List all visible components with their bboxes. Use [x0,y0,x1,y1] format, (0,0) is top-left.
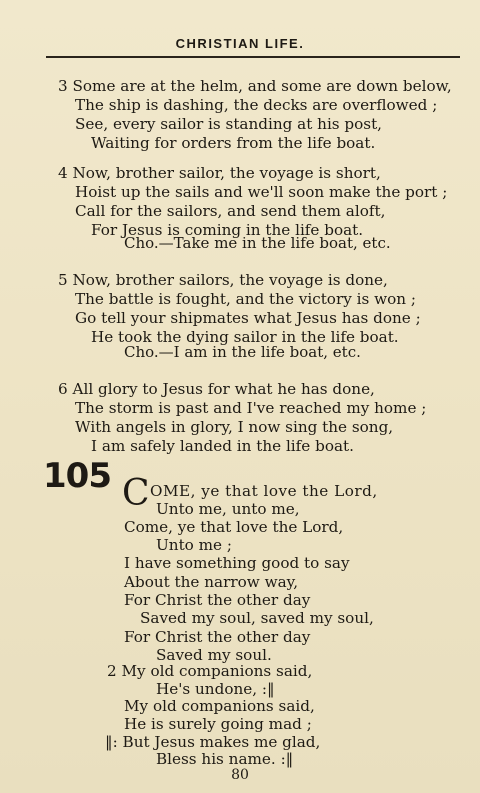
verse-4-line-2: Hoist up the sails and we'll soon make the port ; [75,183,448,201]
hymn-105-line-2: Unto me, unto me, [156,500,300,518]
verse-text: Now, brother sailor, the voyage is short, [72,164,381,182]
verse-5-line-3: Go tell your shipmates what Jesus has done ; [75,309,421,327]
hymn-105-line-6: About the narrow way, [124,573,299,591]
hymn-105-v2-line-3: My old companions said, [124,697,315,715]
drop-cap: C [122,473,150,514]
verse-3-line-3: See, every sailor is standing at his post, [75,115,383,133]
verse-number: 5 [58,271,68,289]
verse-text: Now, brother sailors, the voyage is done, [72,271,388,289]
hymn-number: 105 [43,456,111,496]
verse-6-line-3: With angels in glory, I now sing the song, [75,418,394,436]
hymn-105-line-5: I have something good to say [124,554,350,572]
hymn-105-v2-line-5: ‖: But Jesus makes me glad, [105,733,321,751]
hymn-105-v2-line-1 [107,662,312,681]
hymn-105-line-1: OME, ye that love the Lord, [150,482,378,500]
hymn-105-line-3: Come, ye that love the Lord, [124,518,344,536]
verse-6-line-4: I am safely landed in the life boat. [91,437,354,455]
hymn-105-line-7: For Christ the other day [124,591,311,609]
page-number: 80 [231,767,249,783]
verse-4-line-3: Call for the sailors, and send them aloft, [75,202,386,220]
verse-3-line-1 [58,77,452,96]
verse-number: 3 [58,77,68,95]
verse-text: Some are at the helm, and some are down below, [72,77,452,95]
verse-3-line-2: The ship is dashing, the decks are overflowed ; [75,96,438,114]
verse-number: 2 [107,662,117,680]
verse-text: All glory to Jesus for what he has done, [72,380,375,398]
hymn-105-v2-line-4: He is surely going mad ; [124,715,312,733]
header-rule [46,56,460,58]
hymn-105-v2-line-2: He's undone, :‖ [156,680,275,698]
hymn-105-line-9: For Christ the other day [124,628,311,646]
hymn-105-line-8: Saved my soul, saved my soul, [140,609,374,627]
verse-number: 6 [58,380,68,398]
chorus-direction: Cho.—Take me in the life boat, etc. [124,234,391,252]
verse-5-line-1 [58,271,388,290]
verse-4-line-1 [58,164,381,183]
verse-6-line-1 [58,380,375,399]
verse-5-line-4: He took the dying sailor in the life boat. [91,328,399,346]
hymn-105-line-4: Unto me ; [156,536,232,554]
verse-6-line-2: The storm is past and I've reached my home ; [75,399,427,417]
chorus-direction: Cho.—I am in the life boat, etc. [124,343,361,361]
verse-5-line-2: The battle is fought, and the victory is won ; [75,290,416,308]
hymn-105-v2-line-6: Bless his name. :‖ [156,750,294,768]
running-title: CHRISTIAN LIFE. [175,36,305,51]
verse-number: 4 [58,164,68,182]
hymn-105-line-10: Saved my soul. [156,646,272,664]
verse-text: My old companions said, [121,662,313,680]
verse-4-line-4: For Jesus is coming in the life boat. [91,221,364,239]
verse-3-line-4: Waiting for orders from the life boat. [91,134,376,152]
